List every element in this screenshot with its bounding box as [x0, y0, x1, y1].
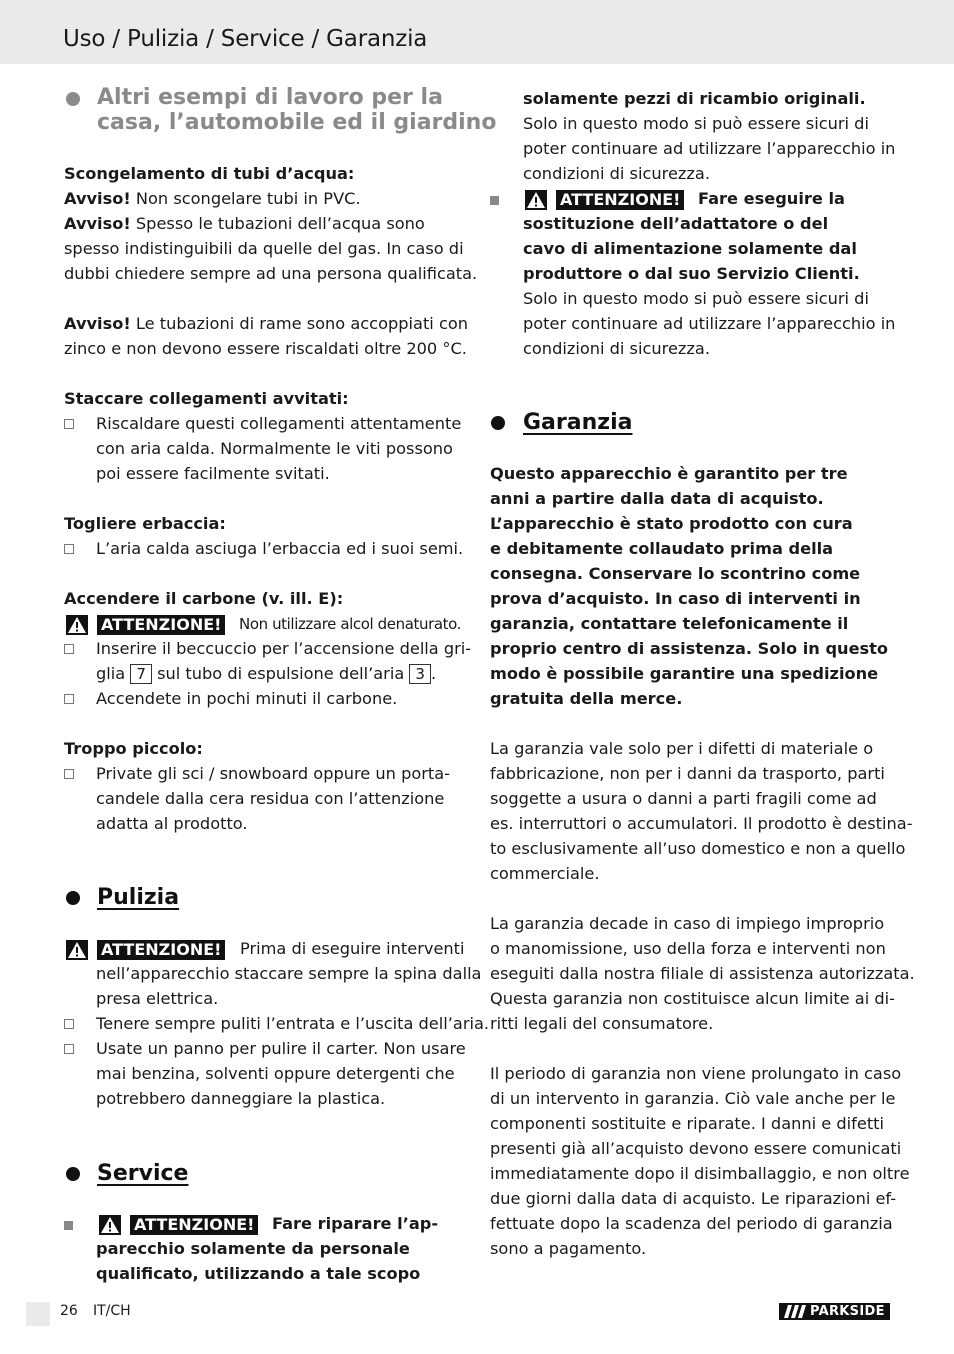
- warranty-bold-line: modo è possibile garantire una spedizione: [490, 664, 879, 683]
- warranty-text-line: Questa garanzia non costituisce alcun limite ai di-: [490, 989, 895, 1008]
- screw-text-line-1: Riscaldare questi collegamenti attentamente: [96, 414, 462, 433]
- section-title-line-2: casa, l’automobile ed il giardino: [97, 110, 497, 135]
- clean-warning-line-3: presa elettrica.: [96, 989, 219, 1008]
- footer-page-marker: [26, 1302, 50, 1326]
- warranty-bold-line: proprio centro di assistenza. Solo in questo: [490, 639, 889, 658]
- small-text-line-3: adatta al prodotto.: [96, 814, 248, 833]
- section-title-line-1: Altri esempi di lavoro per la: [97, 85, 443, 110]
- screw-heading: Staccare collegamenti avvitati:: [64, 389, 349, 408]
- parkside-logo: [779, 1303, 890, 1320]
- service-title: Service: [97, 1161, 189, 1186]
- clean-warning-line-1: Prima di eseguire interventi: [240, 939, 465, 958]
- section-bullet: [66, 891, 80, 905]
- checkbox-bullet: [64, 694, 74, 704]
- service-text-line-2: parecchio solamente da personale: [96, 1239, 410, 1258]
- warning-triangle-icon: [66, 615, 88, 635]
- service2-line-7: condizioni di sicurezza.: [523, 339, 710, 358]
- screw-text-line-3: poi essere facilmente svitati.: [96, 464, 330, 483]
- warranty-text-line: componenti sostituite e riparate. I danni e difetti: [490, 1114, 885, 1133]
- service2-line-2: sostituzione dell’adattatore o del: [523, 214, 829, 233]
- page-number: 26: [60, 1303, 78, 1319]
- garanzia-title: Garanzia: [523, 410, 633, 435]
- part-number-7: 7: [130, 664, 152, 684]
- screw-text-line-2: con aria calda. Normalmente le viti possono: [96, 439, 453, 458]
- section-bullet: [66, 1167, 80, 1181]
- warranty-bold-line: garanzia, contattare telefonicamente il: [490, 614, 849, 633]
- checkbox-bullet: [64, 1019, 74, 1029]
- square-bullet: [490, 196, 499, 205]
- warning-triangle-icon: [99, 1215, 121, 1235]
- warranty-text-line: to esclusivamente all’uso domestico e non a quello: [490, 839, 906, 858]
- warranty-text-line: es. interruttori o accumulatori. Il prodotto è destina-: [490, 814, 913, 833]
- warranty-text-line: di un intervento in garanzia. Ciò vale anche per le: [490, 1089, 896, 1108]
- warranty-bold-line: e debitamente collaudato prima della: [490, 539, 834, 558]
- coal-heading: Accendere il carbone (v. ill. E):: [64, 589, 344, 608]
- frost-warning-2-line-2: spesso indistinguibili da quelle del gas. In caso di: [64, 239, 464, 258]
- service2-line-4: produttore o dal suo Servizio Clienti.: [523, 264, 860, 283]
- warranty-text-line: sono a pagamento.: [490, 1239, 647, 1258]
- attenzione-badge: ATTENZIONE!: [97, 615, 225, 635]
- weed-heading: Togliere erbaccia:: [64, 514, 226, 533]
- checkbox-bullet: [64, 1044, 74, 1054]
- clean-step-2-line-3: potrebbero danneggiare la plastica.: [96, 1089, 386, 1108]
- warranty-text-line: fabbricazione, non per i danni da trasporto, parti: [490, 764, 885, 783]
- frost-warning-2-line-3: dubbi chiedere sempre ad una persona qualificata.: [64, 264, 478, 283]
- warranty-text-line: presenti già all’acquisto devono essere comunicati: [490, 1139, 902, 1158]
- warranty-text-line: ritti legali del consumatore.: [490, 1014, 714, 1033]
- coal-step-2: Accendete in pochi minuti il carbone.: [96, 689, 398, 708]
- section-bullet: [66, 92, 80, 106]
- service2-line-3: cavo di alimentazione solamente dal: [523, 239, 857, 258]
- weed-text: L’aria calda asciuga l’erbaccia ed i suoi semi.: [96, 539, 464, 558]
- service-text-line-3: qualificato, utilizzando a tale scopo: [96, 1264, 421, 1283]
- part-number-3: 3: [409, 664, 431, 684]
- checkbox-bullet: [64, 769, 74, 779]
- service-cont-line-1: solamente pezzi di ricambio originali.: [523, 89, 866, 108]
- service-cont-line-4: condizioni di sicurezza.: [523, 164, 710, 183]
- clean-step-1: Tenere sempre puliti l’entrata e l’uscita dell’aria.: [96, 1014, 490, 1033]
- section-bullet: [491, 416, 505, 430]
- warning-triangle-icon: [525, 190, 547, 210]
- warranty-bold-line: anni a partire dalla data di acquisto.: [490, 489, 824, 508]
- warranty-bold-line: L’apparecchio è stato prodotto con cura: [490, 514, 853, 533]
- coal-step-1-line-2: glia 7 sul tubo di espulsione dell’aria 3 .: [96, 664, 437, 683]
- service2-line-6: poter continuare ad utilizzare l’apparecchio in: [523, 314, 896, 333]
- service2-line-5: Solo in questo modo si può essere sicuri di: [523, 289, 869, 308]
- frost-heading: Scongelamento di tubi d’acqua:: [64, 164, 355, 183]
- service-cont-line-2: Solo in questo modo si può essere sicuri di: [523, 114, 869, 133]
- warranty-bold-line: consegna. Conservare lo scontrino come: [490, 564, 861, 583]
- warranty-bold-line: gratuita della merce.: [490, 689, 683, 708]
- warning-triangle-icon: [66, 940, 88, 960]
- clean-step-2-line-1: Usate un panno per pulire il carter. Non usare: [96, 1039, 466, 1058]
- attenzione-badge: ATTENZIONE!: [130, 1215, 258, 1235]
- warranty-text-line: o manomissione, uso della forza e interventi non: [490, 939, 886, 958]
- warranty-text-line: fettuate dopo la scadenza del periodo di garanzia: [490, 1214, 893, 1233]
- clean-step-2-line-2: mai benzina, solventi oppure detergenti che: [96, 1064, 455, 1083]
- coal-warning-text: Non utilizzare alcol denaturato.: [239, 615, 462, 633]
- attenzione-badge: ATTENZIONE!: [556, 190, 684, 210]
- warranty-text-line: eseguiti dalla nostra filiale di assistenza autorizzata.: [490, 964, 915, 983]
- warranty-text-line: La garanzia vale solo per i difetti di materiale o: [490, 739, 874, 758]
- frost-warning-1: Avviso! Non scongelare tubi in PVC.: [64, 189, 361, 208]
- warranty-text-line: La garanzia decade in caso di impiego improprio: [490, 914, 885, 933]
- warranty-text-line: Il periodo di garanzia non viene prolungato in caso: [490, 1064, 902, 1083]
- service-text-line-1: Fare riparare l’ap-: [272, 1214, 439, 1233]
- small-text-line-2: candele dalla cera residua con l’attenzione: [96, 789, 445, 808]
- coal-step-1-line-1: Inserire il beccuccio per l’accensione della gri-: [96, 639, 472, 658]
- warranty-bold-line: Questo apparecchio è garantito per tre: [490, 464, 848, 483]
- attenzione-badge: ATTENZIONE!: [97, 940, 225, 960]
- warranty-text-line: immediatamente dopo il disimballaggio, e non oltre: [490, 1164, 910, 1183]
- warranty-text-line: commerciale.: [490, 864, 600, 883]
- square-bullet: [64, 1221, 73, 1230]
- frost-warning-3-line-2: zinco e non devono essere riscaldati oltre 200 °C.: [64, 339, 467, 358]
- warranty-bold-line: prova d’acquisto. In caso di interventi in: [490, 589, 861, 608]
- checkbox-bullet: [64, 419, 74, 429]
- warranty-text-line: due giorni dalla data di acquisto. Le riparazioni ef-: [490, 1189, 897, 1208]
- service-cont-line-3: poter continuare ad utilizzare l’apparecchio in: [523, 139, 896, 158]
- locale-label: IT/CH: [93, 1303, 131, 1319]
- logo-stripes-icon: [784, 1305, 808, 1318]
- frost-warning-2: Avviso! Spesso le tubazioni dell’acqua sono: [64, 214, 425, 233]
- checkbox-bullet: [64, 644, 74, 654]
- clean-warning-line-2: nell’apparecchio staccare sempre la spina dalla: [96, 964, 482, 983]
- frost-warning-3: Avviso! Le tubazioni di rame sono accoppiati con: [64, 314, 469, 333]
- pulizia-title: Pulizia: [97, 885, 180, 910]
- small-heading: Troppo piccolo:: [64, 739, 203, 758]
- warranty-text-line: soggette a usura o danni a parti fragili come ad: [490, 789, 877, 808]
- service2-line-1: Fare eseguire la: [698, 189, 845, 208]
- checkbox-bullet: [64, 544, 74, 554]
- small-text-line-1: Private gli sci / snowboard oppure un porta-: [96, 764, 451, 783]
- page-title: Uso / Pulizia / Service / Garanzia: [63, 26, 428, 52]
- brand-name: PARKSIDE: [810, 1304, 885, 1319]
